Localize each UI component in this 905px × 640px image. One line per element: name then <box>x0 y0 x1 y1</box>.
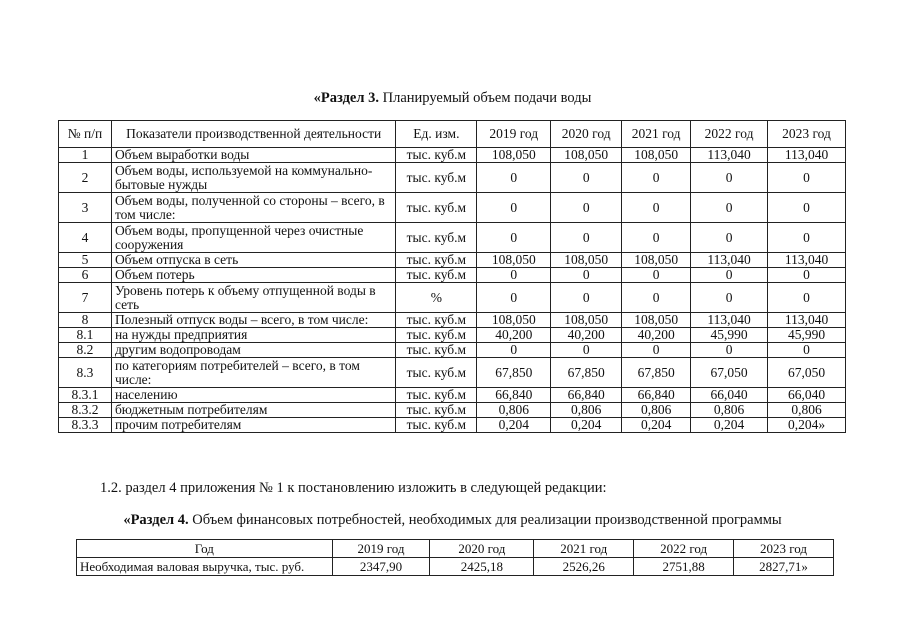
value-cell: 0 <box>551 343 622 358</box>
value-cell: 113,040 <box>768 253 846 268</box>
value-cell: 0 <box>551 268 622 283</box>
value-cell: 0 <box>477 163 551 193</box>
unit-cell: тыс. куб.м <box>396 403 477 418</box>
value-cell: 0,806 <box>768 403 846 418</box>
value-cell: 66,840 <box>477 388 551 403</box>
table-row <box>59 283 846 313</box>
value-cell: 108,050 <box>622 253 691 268</box>
indicator-name: Объем воды, пропущенной через очистные сооружения <box>111 223 396 253</box>
value-cell: 0 <box>477 283 551 313</box>
value-cell: 0 <box>622 268 691 283</box>
unit-cell: тыс. куб.м <box>396 418 477 433</box>
section4-title-bold: «Раздел 4. <box>123 512 189 528</box>
column-header: 2020 год <box>430 540 534 558</box>
value-cell: 0 <box>691 163 768 193</box>
value-cell: 108,050 <box>622 148 691 163</box>
table-row <box>59 193 846 223</box>
column-header: 2023 год <box>734 540 834 558</box>
value-cell: 40,200 <box>551 328 622 343</box>
table-row <box>59 223 846 253</box>
value-cell: 0,806 <box>551 403 622 418</box>
value-cell: 0 <box>551 283 622 313</box>
value-cell: 40,200 <box>477 328 551 343</box>
table-row <box>59 268 846 283</box>
indicator-name: Полезный отпуск воды – всего, в том числе: <box>111 313 396 328</box>
value-cell: 2526,26 <box>534 558 634 576</box>
value-cell: 67,050 <box>691 358 768 388</box>
unit-cell: тыс. куб.м <box>396 358 477 388</box>
column-header: 2019 год <box>332 540 430 558</box>
indicator-name: населению <box>111 388 396 403</box>
value-cell: 0 <box>691 268 768 283</box>
unit-cell: тыс. куб.м <box>396 223 477 253</box>
table-row <box>77 558 834 576</box>
indicator-name: по категориям потребителей – всего, в том числе: <box>111 358 396 388</box>
unit-cell: тыс. куб.м <box>396 313 477 328</box>
table-row <box>59 148 846 163</box>
row-number: 5 <box>59 253 112 268</box>
paragraph-1-2: 1.2. раздел 4 приложения № 1 к постановлению изложить в следующей редакции: <box>100 480 607 496</box>
column-header: 2022 год <box>691 121 768 148</box>
unit-cell: тыс. куб.м <box>396 388 477 403</box>
indicator-name: Объем потерь <box>111 268 396 283</box>
row-number: 1 <box>59 148 112 163</box>
column-header: Показатели производственной деятельности <box>111 121 396 148</box>
value-cell: 113,040 <box>691 253 768 268</box>
table-header-row <box>59 121 846 148</box>
value-cell: 108,050 <box>622 313 691 328</box>
value-cell: 0,806 <box>477 403 551 418</box>
row-number: 3 <box>59 193 112 223</box>
unit-cell: тыс. куб.м <box>396 268 477 283</box>
value-cell: 40,200 <box>622 328 691 343</box>
indicator-name: Объем воды, используемой на коммунально-бытовые нужды <box>111 163 396 193</box>
value-cell: 0,204 <box>691 418 768 433</box>
row-number: 8.1 <box>59 328 112 343</box>
value-cell: 0 <box>551 163 622 193</box>
value-cell: 66,840 <box>622 388 691 403</box>
value-cell: 45,990 <box>691 328 768 343</box>
unit-cell: тыс. куб.м <box>396 328 477 343</box>
value-cell: 0 <box>768 163 846 193</box>
value-cell: 113,040 <box>768 148 846 163</box>
value-cell: 0 <box>551 193 622 223</box>
row-number: 8.3.1 <box>59 388 112 403</box>
value-cell: 45,990 <box>768 328 846 343</box>
unit-cell: тыс. куб.м <box>396 163 477 193</box>
value-cell: 66,040 <box>691 388 768 403</box>
value-cell: 0 <box>691 223 768 253</box>
column-header: 2022 год <box>634 540 734 558</box>
table-row <box>59 328 846 343</box>
indicator-name: бюджетным потребителям <box>111 403 396 418</box>
indicator-name: прочим потребителям <box>111 418 396 433</box>
table-row <box>59 253 846 268</box>
indicator-name: Объем воды, полученной со стороны – всего, в том числе: <box>111 193 396 223</box>
value-cell: 0 <box>477 193 551 223</box>
indicator-name: Необходимая валовая выручка, тыс. руб. <box>77 558 333 576</box>
value-cell: 66,040 <box>768 388 846 403</box>
value-cell: 0 <box>477 268 551 283</box>
column-header: Ед. изм. <box>396 121 477 148</box>
value-cell: 108,050 <box>477 313 551 328</box>
value-cell: 108,050 <box>551 313 622 328</box>
column-header: № п/п <box>59 121 112 148</box>
value-cell: 0,806 <box>622 403 691 418</box>
indicator-name: Объем отпуска в сеть <box>111 253 396 268</box>
value-cell: 0,806 <box>691 403 768 418</box>
value-cell: 108,050 <box>477 253 551 268</box>
value-cell: 66,840 <box>551 388 622 403</box>
value-cell: 2751,88 <box>634 558 734 576</box>
row-number: 8.3.2 <box>59 403 112 418</box>
column-header: 2019 год <box>477 121 551 148</box>
row-number: 2 <box>59 163 112 193</box>
value-cell: 0 <box>768 343 846 358</box>
value-cell: 108,050 <box>477 148 551 163</box>
column-header: 2020 год <box>551 121 622 148</box>
value-cell: 0 <box>768 193 846 223</box>
value-cell: 0 <box>691 283 768 313</box>
section3-title-bold: «Раздел 3. <box>313 90 379 106</box>
column-header: Год <box>77 540 333 558</box>
table-row <box>59 358 846 388</box>
table-header-row <box>77 540 834 558</box>
table-row <box>59 403 846 418</box>
section3-title <box>0 90 905 107</box>
value-cell: 0 <box>768 283 846 313</box>
table-row <box>59 388 846 403</box>
section4-title <box>0 512 905 529</box>
value-cell: 0 <box>622 223 691 253</box>
unit-cell: тыс. куб.м <box>396 148 477 163</box>
value-cell: 67,850 <box>477 358 551 388</box>
water-supply-table <box>58 120 846 433</box>
value-cell: 113,040 <box>768 313 846 328</box>
value-cell: 67,050 <box>768 358 846 388</box>
value-cell: 0 <box>691 343 768 358</box>
row-number: 4 <box>59 223 112 253</box>
value-cell: 0 <box>691 193 768 223</box>
value-cell: 0 <box>477 343 551 358</box>
value-cell: 0 <box>768 268 846 283</box>
indicator-name: на нужды предприятия <box>111 328 396 343</box>
table-row <box>59 313 846 328</box>
row-number: 8.3 <box>59 358 112 388</box>
column-header: 2021 год <box>622 121 691 148</box>
value-cell: 67,850 <box>551 358 622 388</box>
value-cell: 67,850 <box>622 358 691 388</box>
value-cell: 113,040 <box>691 148 768 163</box>
value-cell: 108,050 <box>551 148 622 163</box>
row-number: 8.2 <box>59 343 112 358</box>
row-number: 6 <box>59 268 112 283</box>
value-cell: 0,204» <box>768 418 846 433</box>
column-header: 2023 год <box>768 121 846 148</box>
column-header: 2021 год <box>534 540 634 558</box>
value-cell: 0,204 <box>477 418 551 433</box>
value-cell: 2827,71» <box>734 558 834 576</box>
unit-cell: тыс. куб.м <box>396 343 477 358</box>
unit-cell: тыс. куб.м <box>396 193 477 223</box>
row-number: 7 <box>59 283 112 313</box>
row-number: 8.3.3 <box>59 418 112 433</box>
value-cell: 2425,18 <box>430 558 534 576</box>
unit-cell: тыс. куб.м <box>396 253 477 268</box>
value-cell: 0 <box>551 223 622 253</box>
value-cell: 0 <box>477 223 551 253</box>
value-cell: 108,050 <box>551 253 622 268</box>
value-cell: 0,204 <box>622 418 691 433</box>
indicator-name: другим водопроводам <box>111 343 396 358</box>
section3-title-rest: Планируемый объем подачи воды <box>378 90 592 106</box>
value-cell: 0 <box>622 343 691 358</box>
unit-cell: % <box>396 283 477 313</box>
table-row <box>59 418 846 433</box>
value-cell: 0,204 <box>551 418 622 433</box>
value-cell: 0 <box>622 283 691 313</box>
value-cell: 113,040 <box>691 313 768 328</box>
value-cell: 0 <box>768 223 846 253</box>
financial-needs-table <box>76 539 834 576</box>
value-cell: 0 <box>622 163 691 193</box>
row-number: 8 <box>59 313 112 328</box>
indicator-name: Объем выработки воды <box>111 148 396 163</box>
indicator-name: Уровень потерь к объему отпущенной воды в сеть <box>111 283 396 313</box>
section4-title-rest: Объем финансовых потребностей, необходимых для реализации производственной программы <box>188 512 782 528</box>
table-row <box>59 163 846 193</box>
table-row <box>59 343 846 358</box>
value-cell: 2347,90 <box>332 558 430 576</box>
value-cell: 0 <box>622 193 691 223</box>
